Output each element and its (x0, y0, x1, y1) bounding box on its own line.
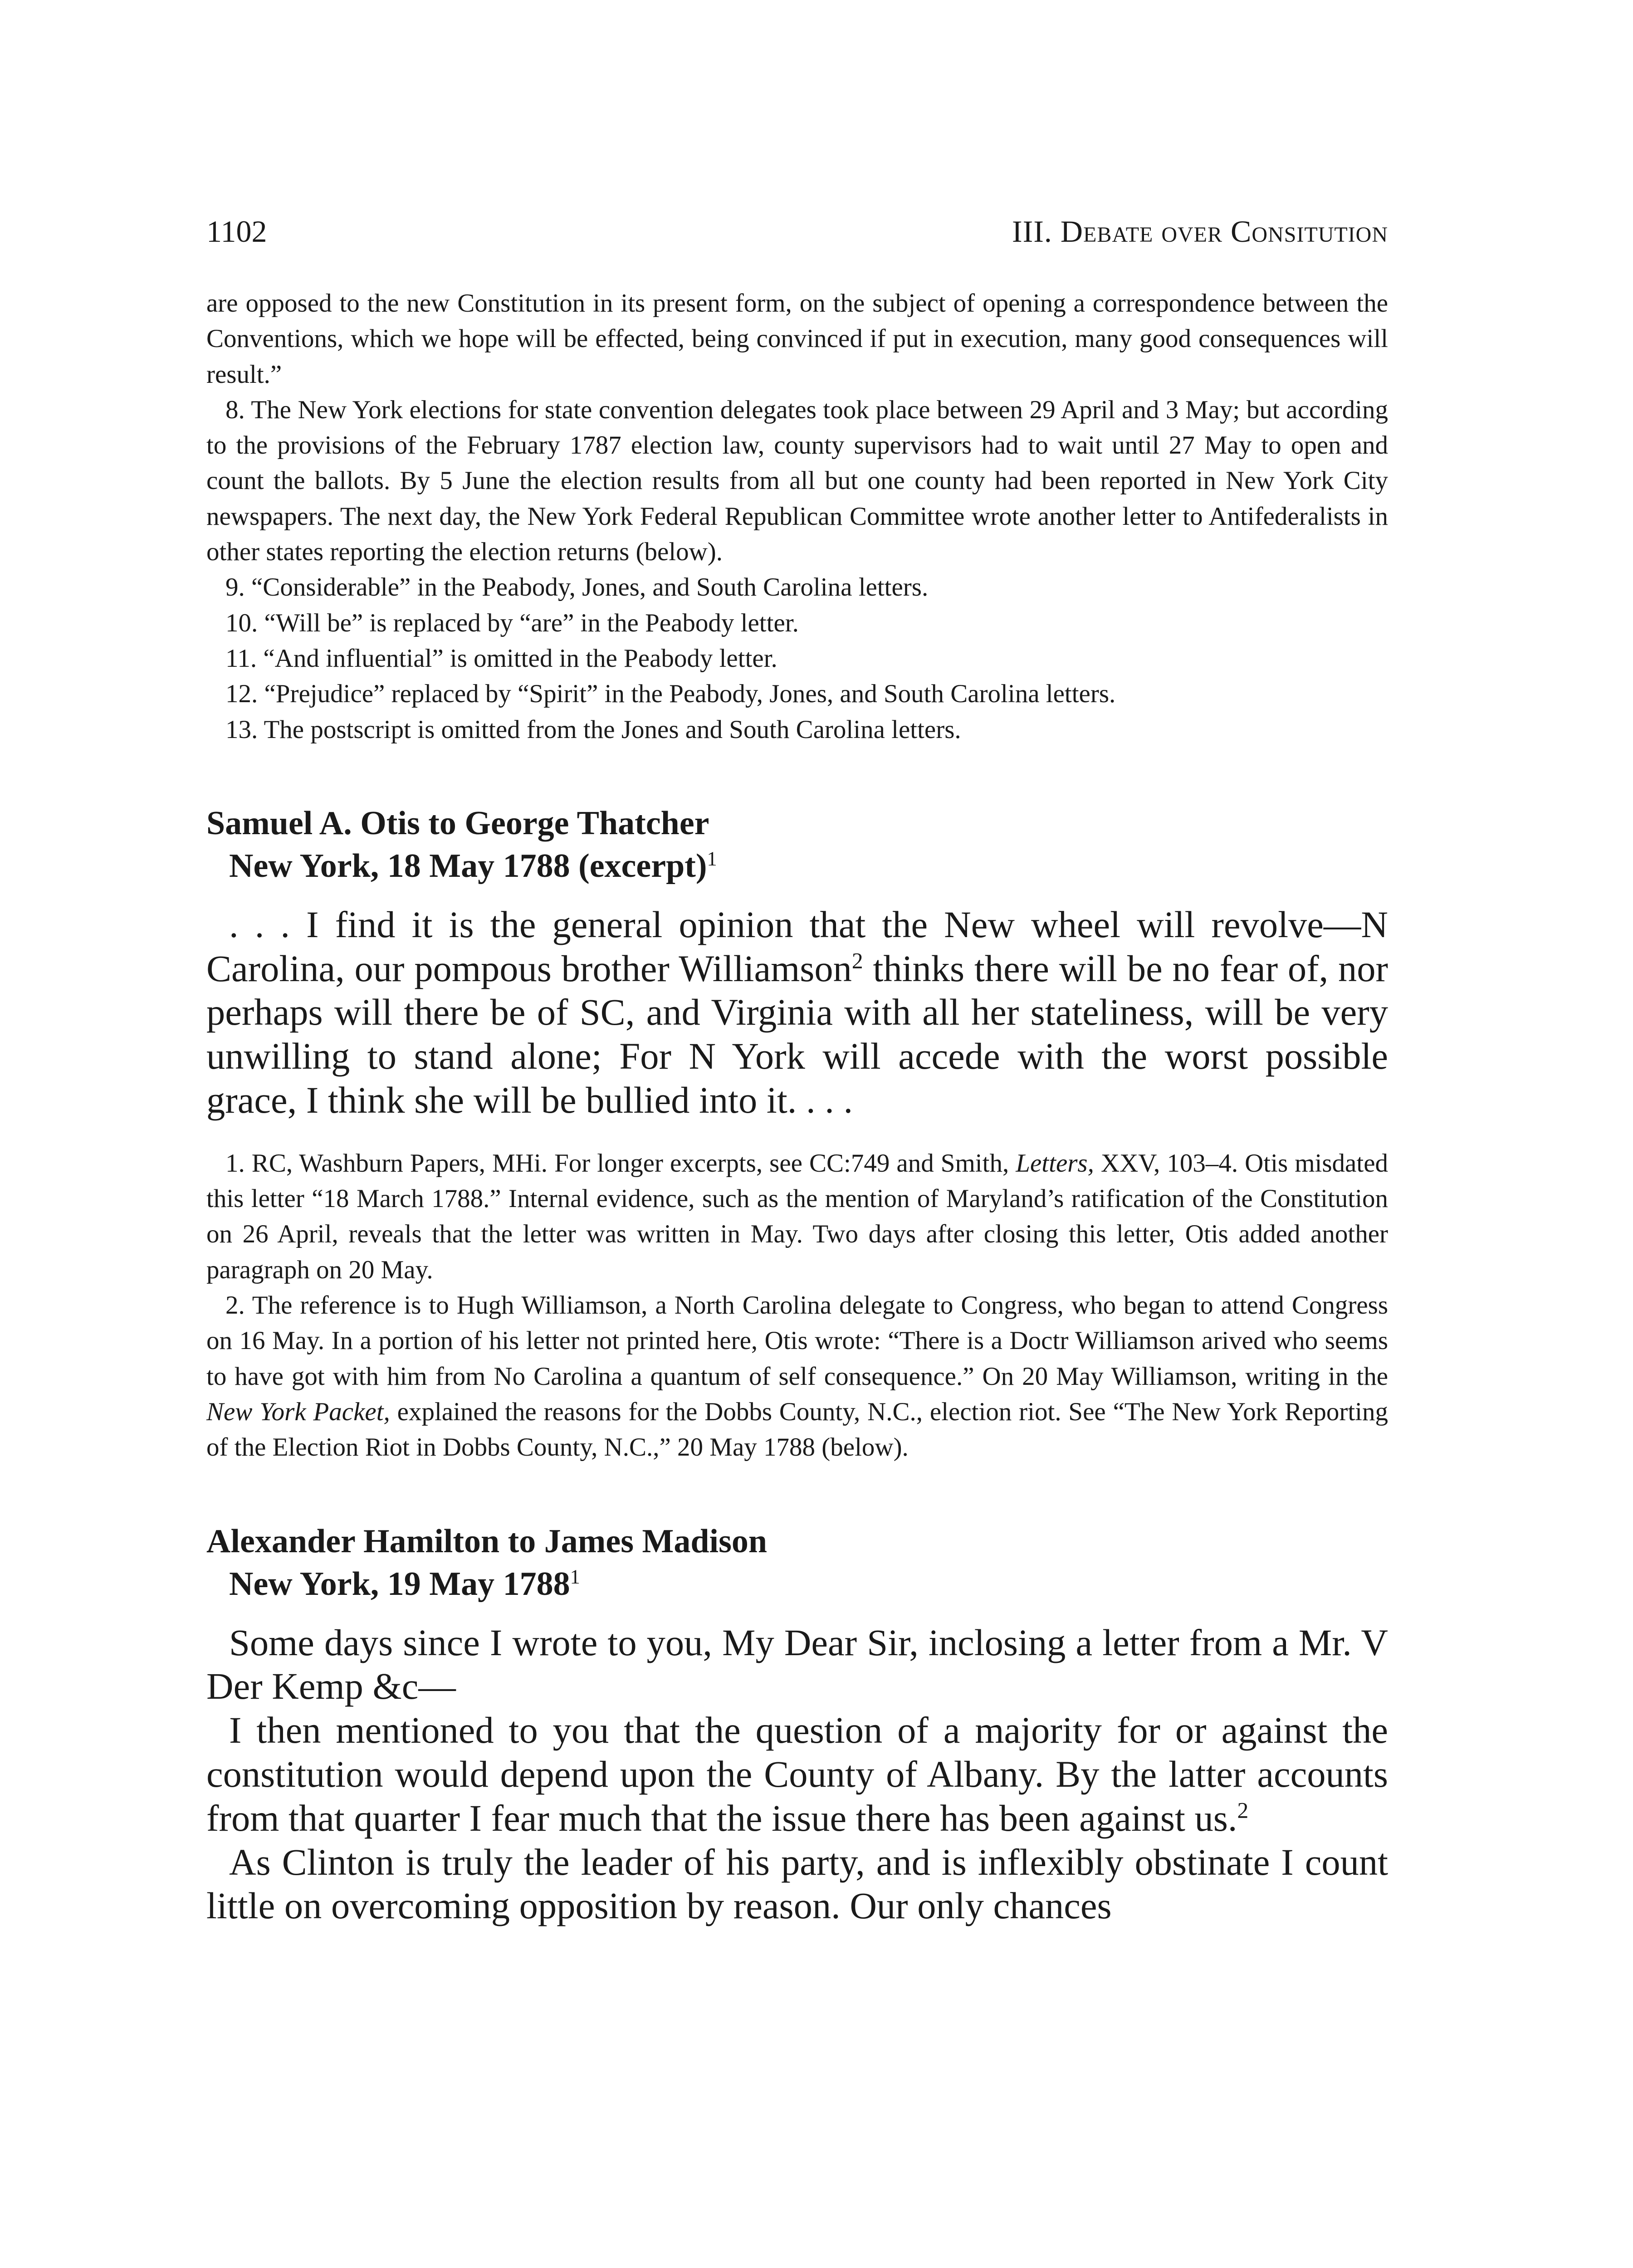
note-9: 9. “Considerable” in the Peabody, Jones, and South Carolina letters. (225, 573, 929, 602)
otis-letter-notes (206, 1146, 1388, 1466)
otis-note-2 (206, 1288, 1388, 1465)
otis-note1-part1: 1. RC, Washburn Papers, MHi. For longer excerpts, see CC:749 and Smith, (225, 1149, 1016, 1178)
otis-heading-dateline (206, 845, 1388, 887)
hamilton-letter-body (206, 1621, 1388, 1928)
otis-heading-title: Samuel A. Otis to George Thatcher (206, 804, 709, 842)
running-head (206, 213, 1388, 249)
hamilton-para2-note-ref: 2 (1237, 1798, 1249, 1823)
otis-body-part1: . . . I find it is the general opinion that the New wheel will revolve—N Carolina, our pompous brother Williamson (206, 903, 1388, 989)
note-11: 11. “And influential” is omitted in the Peabody letter. (225, 644, 777, 673)
document-page (206, 213, 1388, 1928)
otis-note2-italic: New York Packet, (206, 1397, 390, 1426)
otis-body-part2: thinks there will be no fear of, nor perhaps will there be of SC, and Virginia with all her stateliness, will be very unwilling to stand alone; For N York will accede with the worst possible grace, I think she will be bullied into it. . . . (206, 947, 1389, 1121)
otis-heading-note-ref: 1 (707, 847, 717, 870)
otis-note2-part2: explained the reasons for the Dobbs County, N.C., election riot. See “The New York Reporting of the Election Riot in Dobbs County, N.C.,” 20 May 1788 (below). (206, 1397, 1388, 1462)
otis-note1-italic: Letters, (1016, 1149, 1094, 1178)
hamilton-para2-text: I then mentioned to you that the question of a majority for or against the constitution would depend upon the County of Albany. By the latter accounts from that quarter I fear much that the issue there has been against us. (206, 1709, 1388, 1839)
hamilton-paragraph-2 (206, 1708, 1388, 1840)
note-12: 12. “Prejudice” replaced by “Spirit” in the Peabody, Jones, and South Carolina letters. (225, 679, 1116, 709)
otis-dateline-text: New York, 18 May 1788 (excerpt) (229, 847, 707, 885)
note-8: 8. The New York elections for state convention delegates took place between 29 April and 3 May; but according to the provisions of the February 1787 election law, county supervisors had to wait until 27 May to open and count the ballots. By 5 June the election results from all but one county had been reported in New York City newspapers. The next day, the New York Federal Republican Committee wrote another letter to Antifederalists in other states reporting the election returns (below). (206, 395, 1388, 567)
otis-note-1 (206, 1146, 1388, 1288)
note-10: 10. “Will be” is replaced by “are” in the Peabody letter. (225, 608, 799, 637)
otis-note1-part2: XXV, 103–4. Otis misdated this letter “18 March 1788.” Internal evidence, such as the mention of Maryland’s ratification of the Constitution on 26 April, reveals that the letter was written in May. Two days after closing this letter, Otis added another paragraph on 20 May. (206, 1149, 1388, 1284)
hamilton-heading-title: Alexander Hamilton to James Madison (206, 1522, 768, 1560)
hamilton-heading-note-ref: 1 (570, 1564, 580, 1588)
hamilton-paragraph-3: As Clinton is truly the leader of his party, and is inflexibly obstinate I count little on overcoming opposition by reason. Our only chances (206, 1841, 1388, 1927)
otis-body-paragraph (206, 903, 1388, 1122)
otis-body-note-ref: 2 (851, 948, 863, 973)
hamilton-paragraph-1: Some days since I wrote to you, My Dear Sir, inclosing a letter from a Mr. V Der Kemp &c— (206, 1621, 1388, 1707)
otis-letter-heading (206, 802, 1388, 887)
note-13: 13. The postscript is omitted from the Jones and South Carolina letters. (225, 715, 961, 744)
hamilton-letter-heading (206, 1520, 1388, 1605)
section-title: III. Debate over Consitution (1012, 214, 1388, 249)
otis-letter-body (206, 903, 1388, 1122)
hamilton-heading-dateline (206, 1563, 1388, 1605)
continued-notes (206, 286, 1388, 748)
hamilton-dateline-text: New York, 19 May 1788 (229, 1565, 570, 1603)
note-continuation: are opposed to the new Constitution in its present form, on the subject of opening a correspondence between the Conventions, which we hope will be effected, being convinced if put in execution, many good consequences will result.” (206, 289, 1388, 389)
page-number: 1102 (206, 214, 267, 249)
otis-note2-part1: 2. The reference is to Hugh Williamson, a North Carolina delegate to Congress, who began to attend Congress on 16 May. In a portion of his letter not printed here, Otis wrote: “There is a Doctr Williamson arived who seems to have got with him from No Carolina a quantum of self consequence.” On 20 May Williamson, writing in the (206, 1291, 1388, 1391)
